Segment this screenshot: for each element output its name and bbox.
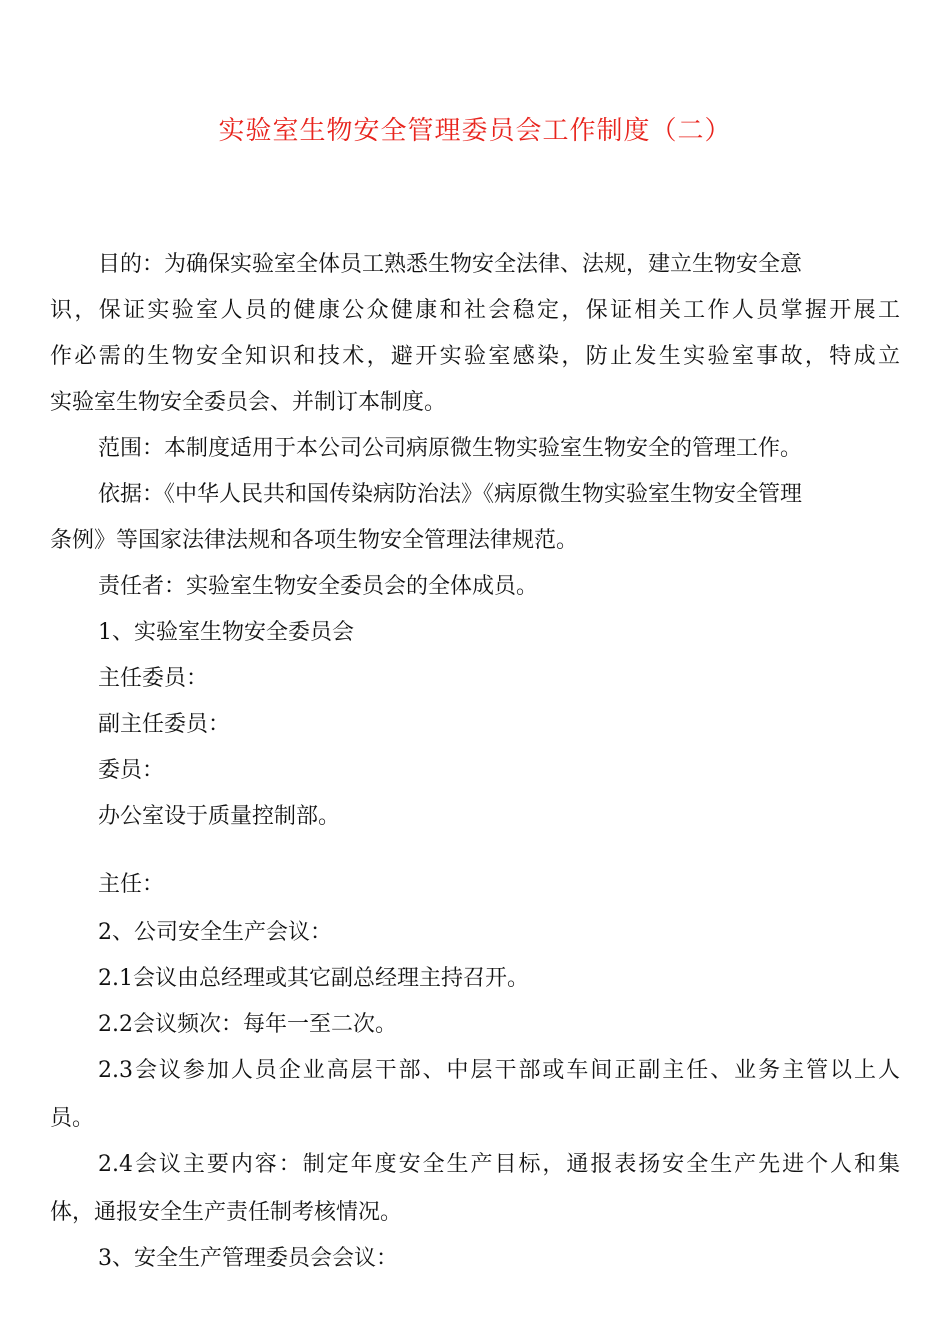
- paragraph-line: 依据：《中华人民共和国传染病防治法》《病原微生物实验室生物安全管理: [98, 482, 803, 507]
- paragraph-line: 委员：: [98, 758, 165, 783]
- paragraph-line: 2.4会议主要内容：制定年度安全生产目标，通报表扬安全生产先进个人和集: [98, 1152, 900, 1177]
- paragraph-line: 2.1会议由总经理或其它副总经理主持召开。: [98, 966, 529, 991]
- paragraph-line: 体，通报安全生产责任制考核情况。: [50, 1200, 403, 1225]
- paragraph-line: 责任者：实验室生物安全委员会的全体成员。: [98, 574, 539, 599]
- section-heading: 3、安全生产管理委员会会议：: [98, 1246, 398, 1271]
- paragraph-line: 范围：本制度适用于本公司公司病原微生物实验室生物安全的管理工作。: [98, 436, 803, 461]
- paragraph-line: 副主任委员：: [98, 712, 231, 737]
- paragraph-line: 2.3会议参加人员企业高层干部、中层干部或车间正副主任、业务主管以上人: [98, 1058, 900, 1083]
- paragraph-line: 实验室生物安全委员会、并制订本制度。: [50, 390, 447, 415]
- document-title: 实验室生物安全管理委员会工作制度（二）: [218, 116, 732, 146]
- paragraph-line: 办公室设于质量控制部。: [98, 804, 341, 829]
- section-heading: 1、实验室生物安全委员会: [98, 620, 354, 645]
- paragraph-line: 2.2会议频次：每年一至二次。: [98, 1012, 397, 1037]
- paragraph-line: 主任：: [98, 872, 165, 897]
- paragraph-line: 主任委员：: [98, 666, 209, 691]
- paragraph-line: 目的：为确保实验室全体员工熟悉生物安全法律、法规，建立生物安全意: [98, 252, 803, 277]
- paragraph-line: 识，保证实验室人员的健康公众健康和社会稳定，保证相关工作人员掌握开展工: [50, 298, 900, 323]
- section-heading: 2、公司安全生产会议：: [98, 920, 332, 945]
- paragraph-line: 条例》等国家法律法规和各项生物安全管理法律规范。: [50, 528, 579, 553]
- paragraph-line: 员。: [50, 1106, 95, 1131]
- paragraph-line: 作必需的生物安全知识和技术，避开实验室感染，防止发生实验室事故，特成立: [50, 344, 900, 369]
